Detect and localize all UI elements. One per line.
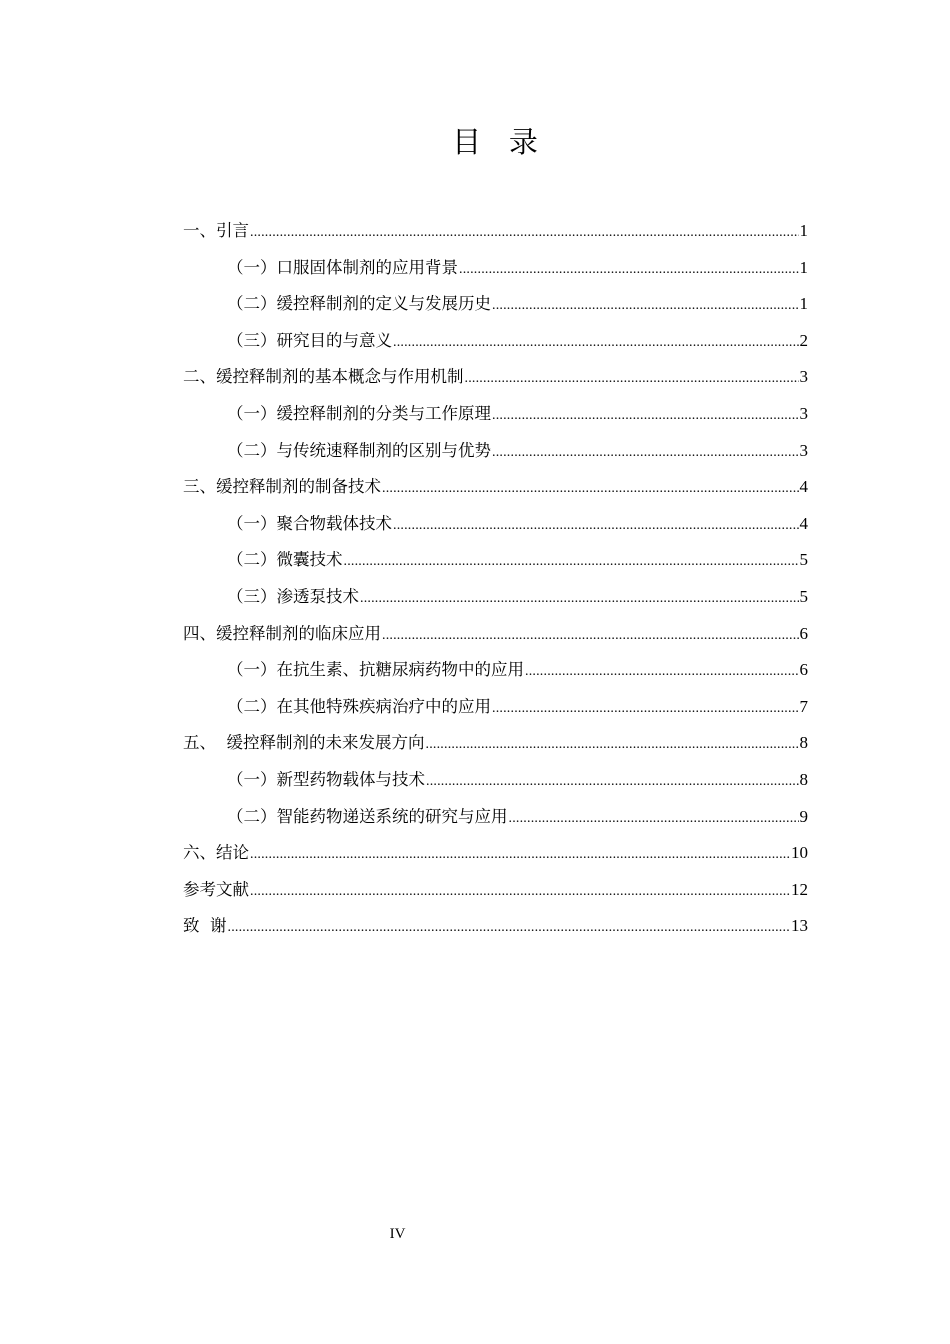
toc-entry[interactable] xyxy=(183,213,808,250)
toc-entry-label: （一）在抗生素、抗糖尿病药物中的应用 xyxy=(227,660,524,680)
toc-entry-page: 3 xyxy=(799,403,808,423)
toc-leader-dots xyxy=(465,361,799,397)
toc-entry-label: 五、 缓控释制剂的未来发展方向 xyxy=(183,733,425,753)
toc-leader-dots xyxy=(393,325,799,361)
toc-entry-page: 13 xyxy=(791,916,808,936)
page-title: 目 录 xyxy=(452,125,538,159)
toc-entry-label: （二）缓控释制剂的定义与发展历史 xyxy=(227,294,491,314)
table-of-contents xyxy=(183,213,808,945)
toc-leader-dots xyxy=(492,288,799,324)
toc-entry-page: 5 xyxy=(799,550,808,570)
toc-entry[interactable] xyxy=(183,250,808,287)
toc-entry[interactable] xyxy=(183,323,808,360)
toc-entry[interactable] xyxy=(183,652,808,689)
toc-leader-dots xyxy=(426,727,799,763)
toc-entry-page: 1 xyxy=(799,221,808,240)
toc-entry[interactable] xyxy=(183,396,808,433)
toc-entry[interactable] xyxy=(183,835,808,872)
toc-entry-label: （二）在其他特殊疾病治疗中的应用 xyxy=(227,696,491,716)
toc-entry-page: 1 xyxy=(799,294,808,314)
toc-entry-page: 6 xyxy=(799,660,808,680)
toc-entry-label: 六、结论 xyxy=(183,843,249,863)
toc-entry-label: （一）缓控释制剂的分类与工作原理 xyxy=(227,403,491,423)
toc-entry-label: （一）聚合物载体技术 xyxy=(227,513,392,533)
toc-leader-dots xyxy=(426,764,799,800)
toc-leader-dots xyxy=(250,837,790,873)
toc-entry-label: 二、缓控释制剂的基本概念与作用机制 xyxy=(183,367,464,387)
toc-entry-label: （一）口服固体制剂的应用背景 xyxy=(227,257,458,277)
toc-entry-label: （二）智能药物递送系统的研究与应用 xyxy=(227,806,508,826)
toc-leader-dots xyxy=(492,691,799,727)
toc-entry-label: （三）研究目的与意义 xyxy=(227,330,392,350)
toc-entry-label: （一）新型药物载体与技术 xyxy=(227,769,425,789)
toc-entry-page: 8 xyxy=(799,733,808,753)
toc-entry[interactable] xyxy=(183,725,808,762)
toc-entry-page: 2 xyxy=(799,330,808,350)
toc-entry-label: 三、缓控释制剂的制备技术 xyxy=(183,477,381,497)
toc-entry-page: 3 xyxy=(799,440,808,460)
toc-leader-dots xyxy=(459,252,799,288)
toc-leader-dots xyxy=(492,398,799,434)
toc-entry-label: （三）渗透泵技术 xyxy=(227,586,359,606)
toc-entry[interactable] xyxy=(183,579,808,616)
toc-entry[interactable] xyxy=(183,908,808,945)
toc-leader-dots xyxy=(393,508,799,544)
toc-entry-label: （二）与传统速释制剂的区别与优势 xyxy=(227,440,491,460)
toc-entry-label: 四、缓控释制剂的临床应用 xyxy=(183,623,381,643)
toc-leader-dots xyxy=(492,435,799,471)
toc-entry-label: 致 谢 xyxy=(183,916,227,936)
toc-leader-dots xyxy=(382,471,799,507)
toc-entry[interactable] xyxy=(183,872,808,909)
toc-entry[interactable] xyxy=(183,506,808,543)
toc-entry[interactable] xyxy=(183,762,808,799)
toc-leader-dots xyxy=(250,215,799,251)
toc-entry[interactable] xyxy=(183,542,808,579)
toc-entry-page: 8 xyxy=(799,769,808,789)
toc-leader-dots xyxy=(382,618,799,654)
toc-entry-page: 9 xyxy=(799,806,808,826)
toc-entry-page: 7 xyxy=(799,696,808,716)
toc-entry-page: 4 xyxy=(799,477,808,497)
toc-entry-label: 一、引言 xyxy=(183,221,249,240)
toc-entry-label: （二）微囊技术 xyxy=(227,550,343,570)
toc-entry[interactable] xyxy=(183,616,808,653)
toc-entry[interactable] xyxy=(183,689,808,726)
toc-entry-page: 12 xyxy=(791,879,808,899)
toc-entry[interactable] xyxy=(183,433,808,470)
toc-entry[interactable] xyxy=(183,359,808,396)
page-number-footer: IV xyxy=(389,1226,406,1242)
toc-leader-dots xyxy=(344,544,799,580)
toc-entry[interactable] xyxy=(183,286,808,323)
toc-entry[interactable] xyxy=(183,469,808,506)
toc-entry[interactable] xyxy=(183,799,808,836)
toc-entry-label: 参考文献 xyxy=(183,879,249,899)
toc-entry-page: 6 xyxy=(799,623,808,643)
toc-leader-dots xyxy=(360,581,799,617)
toc-leader-dots xyxy=(525,654,799,690)
toc-leader-dots xyxy=(509,801,799,837)
toc-entry-page: 3 xyxy=(799,367,808,387)
toc-entry-page: 5 xyxy=(799,586,808,606)
toc-entry-page: 4 xyxy=(799,513,808,533)
toc-leader-dots xyxy=(250,874,790,910)
toc-entry-page: 10 xyxy=(791,843,808,863)
toc-leader-dots xyxy=(228,910,791,946)
toc-entry-page: 1 xyxy=(799,257,808,277)
